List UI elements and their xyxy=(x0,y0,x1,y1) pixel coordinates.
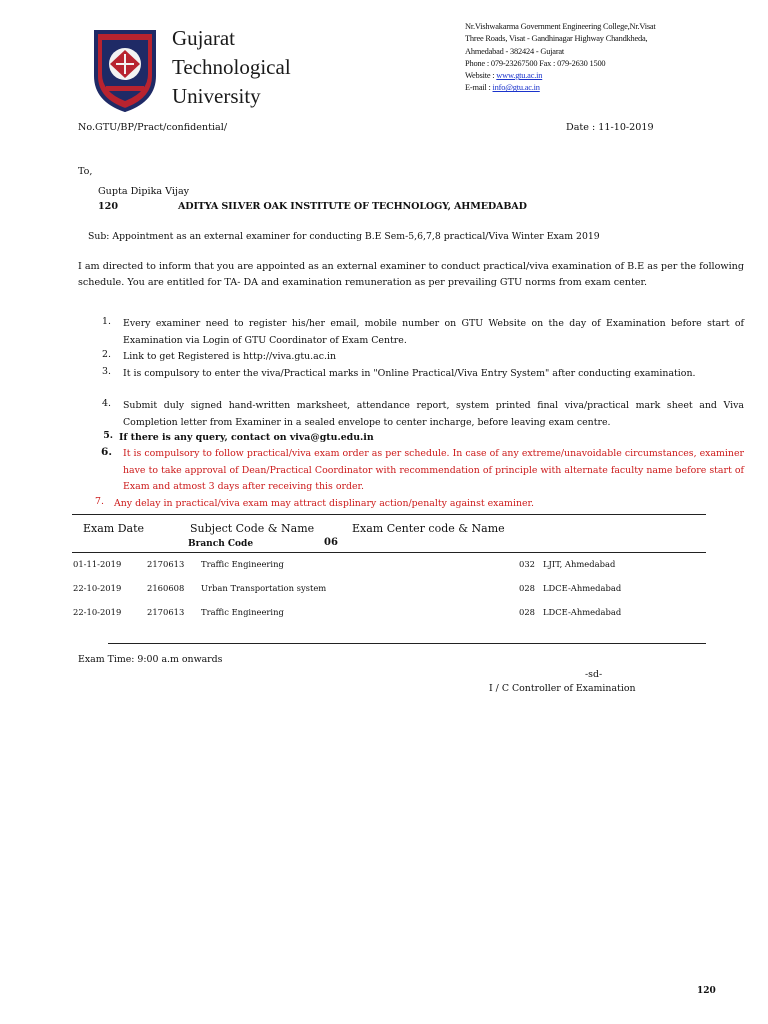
list-item: Any delay in practical/viva exam may attract displinary action/penalty against examiner. xyxy=(114,498,534,509)
website-label: Website : xyxy=(465,71,495,81)
university-address xyxy=(465,21,656,95)
address-line: Ahmedabad - 382424 - Gujarat xyxy=(465,46,565,56)
list-number: 7. xyxy=(95,496,104,507)
recipient-name: Gupta Dipika Vijay xyxy=(98,186,190,197)
university-name xyxy=(172,24,291,111)
address-line: Three Roads, Visat - Gandhinagar Highway Chandkheda, xyxy=(465,34,648,44)
address-line: Nr.Vishwakarma Government Engineering College,Nr.Visat xyxy=(465,22,656,31)
list-number: 2. xyxy=(102,349,111,360)
university-logo-icon xyxy=(92,28,158,112)
exam-date: 22-10-2019 xyxy=(73,583,122,593)
center-name: LJIT, Ahmedabad xyxy=(543,559,616,569)
branch-code-label: Branch Code xyxy=(188,539,254,549)
salutation: To, xyxy=(78,166,93,177)
list-item: It is compulsory to follow practical/viva exam order as per schedule. In case of any extreme/unavoidable circumstances, examiner have to take approval of Dean/Practical Coordinator with recommendation of principle with alternate faculty name before start of Exam and atmost 3 days after receiving this order. xyxy=(123,448,744,492)
list-number: 4. xyxy=(102,398,111,409)
subject-name: Traffic Engineering xyxy=(201,559,284,569)
university-name-line: University xyxy=(172,84,261,108)
column-header-date: Exam Date xyxy=(83,522,145,535)
email-link[interactable]: info@gtu.ac.in xyxy=(492,83,540,93)
university-name-line: Gujarat xyxy=(172,26,235,50)
list-item: Every examiner need to register his/her email, mobile number on GTU Website on the day of Examination before start of Examination via Login of GTU Coordinator of Exam Centre. xyxy=(123,318,744,346)
subject-code: 2170613 xyxy=(147,559,185,569)
signature-sd: -sd- xyxy=(585,669,603,680)
branch-code-value: 06 xyxy=(324,537,338,548)
center-code: 028 xyxy=(519,583,535,593)
list-number: 6. xyxy=(101,446,112,458)
list-item: Link to get Registered is http://viva.gtu.ac.in xyxy=(123,351,336,362)
list-number: 5. xyxy=(103,430,113,441)
exam-date: 22-10-2019 xyxy=(73,607,122,617)
letter-date: Date : 11-10-2019 xyxy=(566,122,654,133)
table-bottom-rule xyxy=(108,643,706,644)
reference-number: No.GTU/BP/Pract/confidential/ xyxy=(78,122,228,133)
list-item: If there is any query, contact on viva@gtu.edu.in xyxy=(119,432,374,443)
address-line: Phone : 079-23267500 Fax : 079-2630 1500 xyxy=(465,58,606,68)
exam-date: 01-11-2019 xyxy=(73,559,122,569)
list-item: Submit duly signed hand-written marksheet, attendance report, system printed final viva/practical mark sheet and Viva Completion letter from Examiner in a sealed envelope to center incharge, before leaving exam centre. xyxy=(123,400,744,428)
signatory-title: I / C Controller of Examination xyxy=(489,683,636,694)
column-header-subject: Subject Code & Name xyxy=(190,522,315,535)
table-top-rule xyxy=(72,514,706,515)
page-number: 120 xyxy=(697,986,716,996)
email-line xyxy=(465,82,656,94)
center-code: 028 xyxy=(519,607,535,617)
column-header-center: Exam Center code & Name xyxy=(352,522,505,535)
website-line xyxy=(465,70,656,82)
college-name: ADITYA SILVER OAK INSTITUTE OF TECHNOLOGY, AHMEDABAD xyxy=(178,201,527,212)
college-code: 120 xyxy=(98,201,119,212)
subject-code: 2170613 xyxy=(147,607,185,617)
subject-name: Traffic Engineering xyxy=(201,607,284,617)
university-name-line: Technological xyxy=(172,55,291,79)
website-link[interactable]: www.gtu.ac.in xyxy=(496,71,543,81)
email-label: E-mail : xyxy=(465,83,491,93)
list-number: 3. xyxy=(102,366,111,377)
exam-time: Exam Time: 9:00 a.m onwards xyxy=(78,654,223,665)
list-number: 1. xyxy=(102,316,111,327)
subject-code: 2160608 xyxy=(147,583,185,593)
list-item: It is compulsory to enter the viva/Practical marks in "Online Practical/Viva Entry System" after conducting examination. xyxy=(123,368,696,379)
center-code: 032 xyxy=(519,559,535,569)
table-header-rule xyxy=(72,552,706,553)
subject-line: Sub: Appointment as an external examiner for conducting B.E Sem-5,6,7,8 practical/Viva Winter Exam 2019 xyxy=(88,231,600,242)
center-name: LDCE-Ahmedabad xyxy=(543,583,622,593)
subject-name: Urban Transportation system xyxy=(201,583,327,593)
intro-paragraph: I am directed to inform that you are appointed as an external examiner to conduct practical/viva examination of B.E as per the following schedule. You are entitled for TA- DA and examination remuneration as per prevailing GTU norms from exam center. xyxy=(78,261,744,288)
center-name: LDCE-Ahmedabad xyxy=(543,607,622,617)
